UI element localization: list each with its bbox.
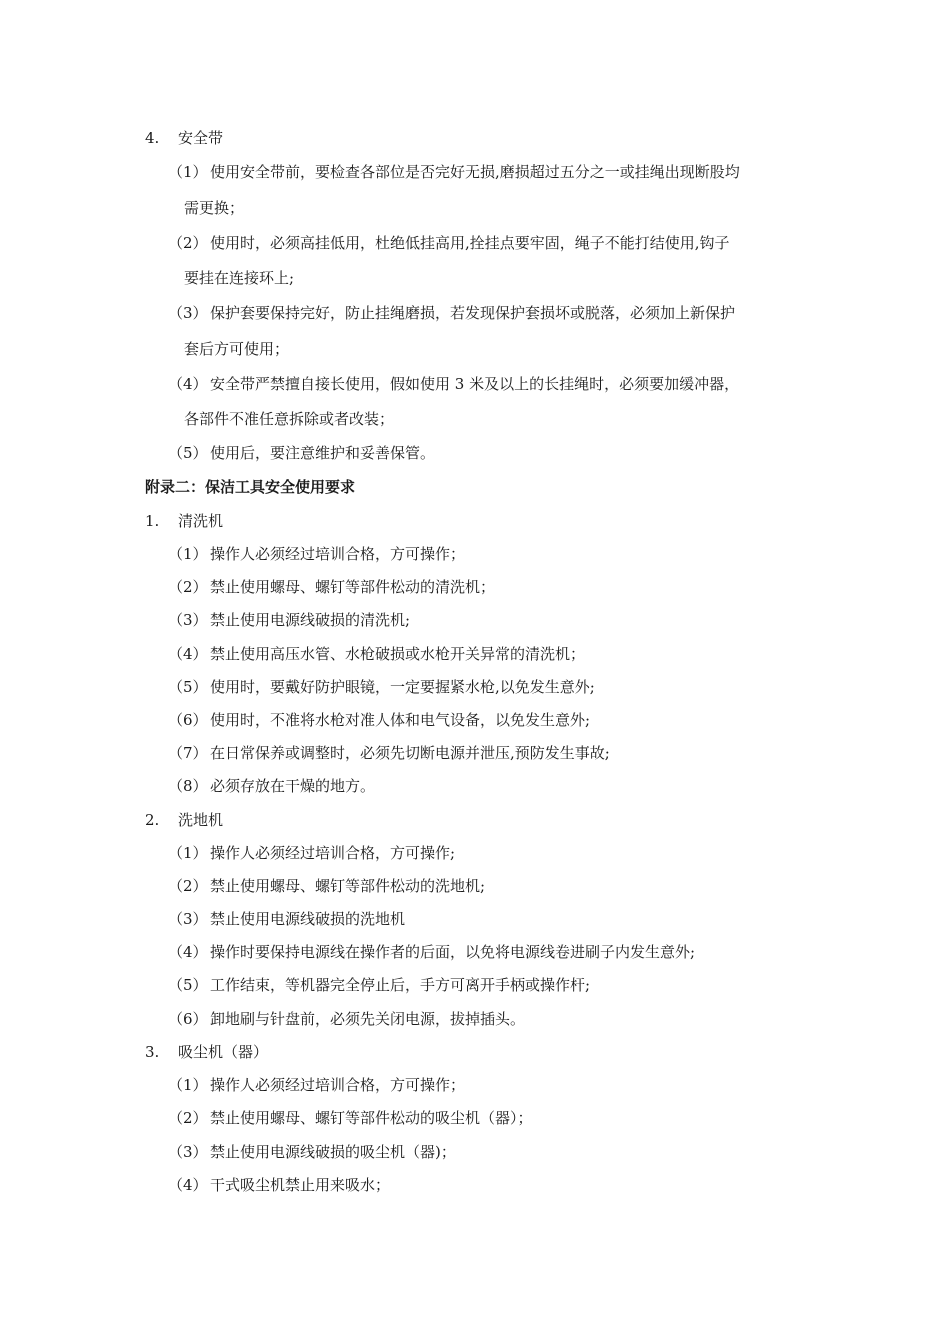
item-number: （5） <box>168 444 208 462</box>
item-text: 操作人必须经过培训合格，方可操作； <box>210 545 466 563</box>
item-text: 操作人必须经过培训合格，方可操作; <box>210 844 456 862</box>
section-title: 清洗机 <box>178 512 224 530</box>
item-text: 使用时，要戴好防护眼镜，一定要握紧水枪,以免发生意外; <box>210 678 595 696</box>
item-text: 使用安全带前，要检查各部位是否完好无损,磨损超过五分之一或挂绳出现断股均 <box>210 163 740 181</box>
section-title: 安全带 <box>178 129 224 147</box>
section-title: 洗地机 <box>178 811 224 829</box>
item-text: 禁止使用螺母、螺钉等部件松动的清洗机； <box>210 578 496 596</box>
item-number: （2） <box>168 877 208 895</box>
item-number: （4） <box>168 1176 208 1194</box>
item-number: （7） <box>168 744 208 762</box>
section-number: 2. <box>145 811 160 829</box>
item-number: （5） <box>168 678 208 696</box>
item-number: （1） <box>168 163 208 181</box>
item-text: 禁止使用电源线破损的清洗机; <box>210 611 411 629</box>
item-text: 禁止使用电源线破损的洗地机 <box>210 910 406 928</box>
item-text: 安全带严禁擅自接长使用，假如使用 3 米及以上的长挂绳时，必须要加缓冲器， <box>210 375 740 393</box>
item-text-continued: 需更换； <box>184 199 245 217</box>
item-text: 保护套要保持完好，防止挂绳磨损，若发现保护套损坏或脱落，必须加上新保护 <box>210 304 736 322</box>
item-text: 在日常保养或调整时，必须先切断电源并泄压,预防发生事故; <box>210 744 610 762</box>
item-number: （3） <box>168 304 208 322</box>
item-number: （6） <box>168 1010 208 1028</box>
item-number: （2） <box>168 1109 208 1127</box>
item-text: 卸地刷与针盘前，必须先关闭电源，拔掉插头。 <box>210 1010 526 1028</box>
item-text-continued: 要挂在连接环上; <box>184 269 295 287</box>
item-number: （8） <box>168 777 208 795</box>
item-number: （1） <box>168 844 208 862</box>
item-number: （1） <box>168 545 208 563</box>
section-title: 吸尘机（器） <box>178 1043 269 1061</box>
item-number: （3） <box>168 611 208 629</box>
item-text: 必须存放在干燥的地方。 <box>210 777 376 795</box>
item-text: 干式吸尘机禁止用来吸水； <box>210 1176 391 1194</box>
item-text: 工作结束，等机器完全停止后，手方可离开手柄或操作杆; <box>210 976 591 994</box>
item-text: 使用时，不准将水枪对准人体和电气设备，以免发生意外; <box>210 711 591 729</box>
item-number: （4） <box>168 645 208 663</box>
item-text: 操作时要保持电源线在操作者的后面，以免将电源线卷进刷子内发生意外; <box>210 943 696 961</box>
item-number: （3） <box>168 910 208 928</box>
item-number: （4） <box>168 375 208 393</box>
item-number: （6） <box>168 711 208 729</box>
item-number: （2） <box>168 234 208 252</box>
item-text: 禁止使用电源线破损的吸尘机（器)； <box>210 1143 456 1161</box>
item-text: 使用时，必须高挂低用，杜绝低挂高用,拴挂点要牢固，绳子不能打结使用,钩子 <box>210 234 730 252</box>
section-number: 3. <box>145 1043 160 1061</box>
item-text: 禁止使用螺母、螺钉等部件松动的吸尘机（器）； <box>210 1109 533 1127</box>
item-text: 操作人必须经过培训合格，方可操作； <box>210 1076 466 1094</box>
item-number: （2） <box>168 578 208 596</box>
appendix-title: 附录二：保洁工具安全使用要求 <box>145 478 356 496</box>
item-number: （5） <box>168 976 208 994</box>
item-text-continued: 套后方可使用； <box>184 340 290 358</box>
section-number: 4. <box>145 129 160 147</box>
item-number: （1） <box>168 1076 208 1094</box>
item-text: 使用后，要注意维护和妥善保管。 <box>210 444 436 462</box>
item-number: （4） <box>168 943 208 961</box>
item-text-continued: 各部件不准任意拆除或者改装； <box>184 410 395 428</box>
item-text: 禁止使用螺母、螺钉等部件松动的洗地机; <box>210 877 486 895</box>
section-number: 1. <box>145 512 160 530</box>
item-text: 禁止使用高压水管、水枪破损或水枪开关异常的清洗机； <box>210 645 586 663</box>
item-number: （3） <box>168 1143 208 1161</box>
